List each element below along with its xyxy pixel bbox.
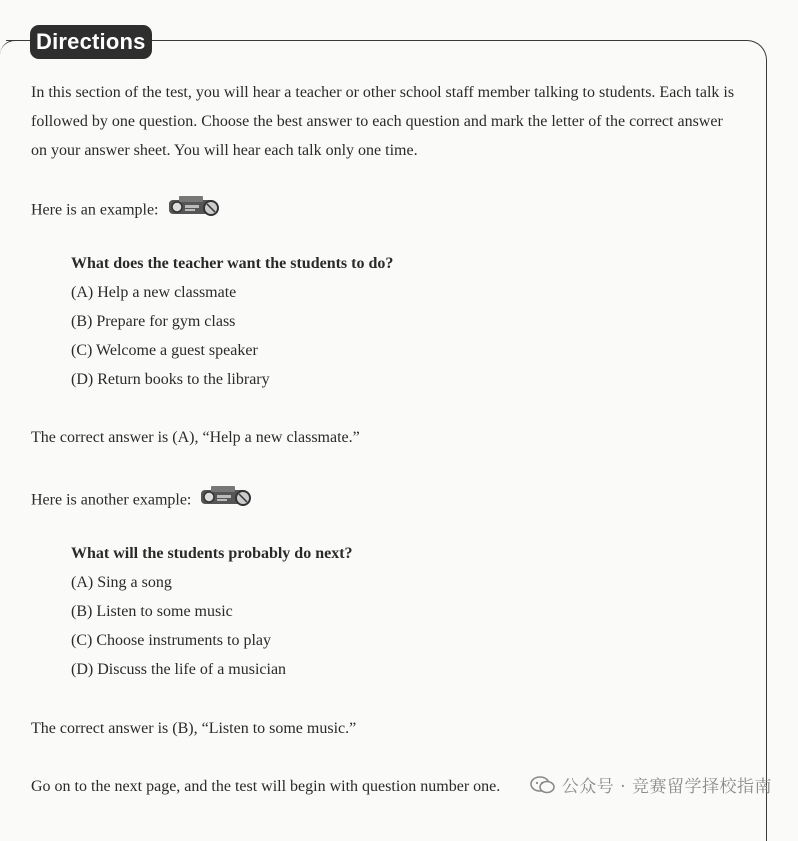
cassette-player-icon: [167, 194, 221, 224]
example1-answer: The correct answer is (A), “Help a new classmate.”: [31, 429, 360, 446]
example2-option-c: (C) Choose instruments to play: [71, 632, 271, 649]
example1-option-b: (B) Prepare for gym class: [71, 313, 236, 330]
cassette-player-icon: [199, 484, 253, 514]
example2-answer: The correct answer is (B), “Listen to some music.”: [31, 720, 357, 737]
example2-label: Here is another example:: [31, 491, 192, 509]
example1-option-c: (C) Welcome a guest speaker: [71, 342, 258, 359]
intro-paragraph: In this section of the test, you will hear a teacher or other school staff member talking to students. Each talk is followed by one question. Choose the best answer to each question and mark the letter of the correct answer on your answer sheet. You will hear each talk only one time.: [31, 84, 735, 159]
example2-question: What will the students probably do next?: [71, 545, 353, 562]
example2-option-d: (D) Discuss the life of a musician: [71, 661, 287, 678]
section-title-badge: Directions: [30, 25, 152, 59]
example1-question: What does the teacher want the students to do?: [71, 255, 394, 272]
watermark: [530, 772, 772, 800]
frame-left-curve: [0, 40, 20, 55]
footer-instruction: Go on to the next page, and the test will begin with question number one.: [31, 778, 501, 795]
watermark-text: 公众号 · 竞赛留学择校指南: [561, 777, 772, 797]
wechat-icon: [530, 775, 556, 800]
example2-option-b: (B) Listen to some music: [71, 603, 233, 620]
example1-option-d: (D) Return books to the library: [71, 371, 270, 388]
example2-row: [31, 486, 253, 516]
example1-option-a: (A) Help a new classmate: [71, 284, 237, 301]
example1-label: Here is an example:: [31, 201, 159, 219]
example1-row: [31, 196, 221, 226]
example2-option-a: (A) Sing a song: [71, 574, 172, 591]
